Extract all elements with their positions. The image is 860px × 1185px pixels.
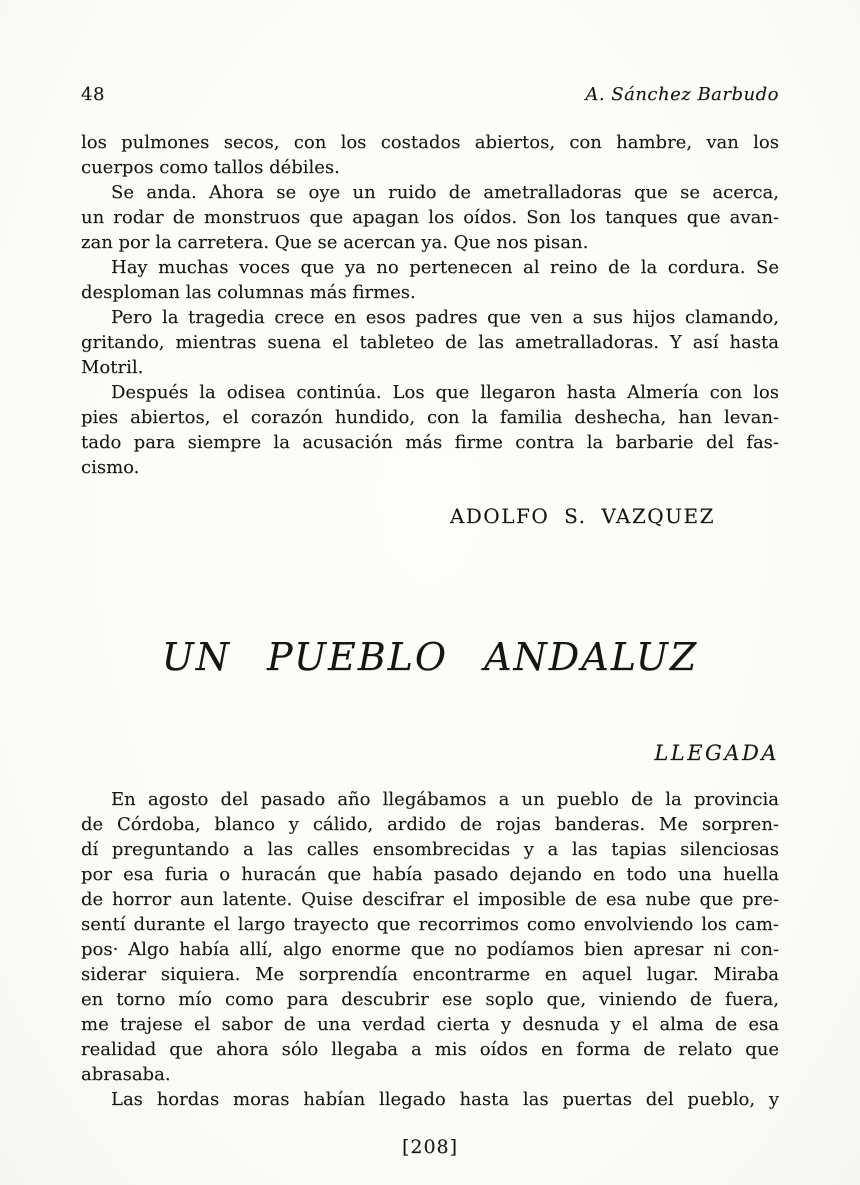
text-line: sentí durante el largo trayecto que recorrimos como envolviendo los cam- [81, 914, 779, 935]
folio: [208] [401, 1136, 459, 1158]
text-line: Hay muchas voces que ya no pertenecen al reino de la cordura. Se [111, 257, 779, 278]
text-line: por esa furia o huracán que había pasado dejando en todo una huella [81, 864, 779, 885]
article-title: UN PUEBLO ANDALUZ [161, 635, 699, 679]
text-line: Se anda. Ahora se oye un ruido de ametralladoras que se acerca, [111, 182, 779, 203]
text-line: pos· Algo había allí, algo enorme que no podíamos bien apresar ni con- [81, 939, 779, 960]
text-line: un rodar de monstruos que apagan los oídos. Son los tanques que avan- [81, 207, 779, 228]
paragraph [81, 380, 779, 480]
text-line: desploman las columnas más firmes. [81, 282, 416, 303]
paragraph [81, 305, 779, 380]
text-line: realidad que ahora sólo llegaba a mis oídos en forma de relato que [81, 1039, 779, 1060]
text-line: me trajese el sabor de una verdad cierta y desnuda y el alma de esa [81, 1014, 779, 1035]
text-line: abrasaba. [81, 1064, 171, 1085]
page-footer [81, 1134, 779, 1160]
text-line: cismo. [81, 457, 140, 478]
section-heading: LLEGADA [654, 741, 779, 765]
text-line: de Córdoba, blanco y cálido, ardido de rojas banderas. Me sorpren- [81, 814, 779, 835]
author-signature: ADOLFO S. VAZQUEZ [449, 504, 715, 528]
text-line: gritando, mientras suena el tableteo de las ametralladoras. Y así hasta [81, 332, 779, 353]
text-line: los pulmones secos, con los costados abiertos, con hambre, van los [81, 132, 779, 153]
text-line: dí preguntando a las calles ensombrecidas y a las tapias silenciosas [81, 839, 779, 860]
text-line: en torno mío como para descubrir ese soplo que, viniendo de fuera, [81, 989, 779, 1010]
text-line: pies abiertos, el corazón hundido, con la familia deshecha, han levan- [81, 407, 779, 428]
text-line: siderar siquiera. Me sorprendía encontrarme en aquel lugar. Miraba [81, 964, 779, 985]
text-line: Después la odisea continúa. Los que llegaron hasta Almería con los [111, 382, 779, 403]
text-line: tado para siempre la acusación más firme contra la barbarie del fas- [81, 432, 779, 453]
text-line: En agosto del pasado año llegábamos a un pueblo de la provincia [111, 789, 779, 810]
text-line: Motril. [81, 357, 144, 378]
new-article-text [81, 787, 779, 1112]
running-title: A. Sánchez Barbudo [585, 84, 779, 105]
page-number: 48 [81, 84, 105, 105]
page-header [81, 0, 779, 106]
paragraph [81, 255, 779, 305]
text-line: zan por la carretera. Que se acercan ya. Que nos pisan. [81, 232, 589, 253]
preceding-article-text [81, 130, 779, 480]
paragraph [81, 787, 779, 1087]
text-line: Pero la tragedia crece en esos padres que ven a sus hijos clamando, [111, 307, 779, 328]
paragraph [81, 180, 779, 255]
paragraph [81, 1087, 779, 1112]
paragraph [81, 130, 779, 180]
text-line: cuerpos como tallos débiles. [81, 157, 340, 178]
text-line: Las hordas moras habían llegado hasta las puertas del pueblo, y [111, 1089, 779, 1110]
text-line: de horror aun latente. Quise descifrar el imposible de esa nube que pre- [81, 889, 779, 910]
